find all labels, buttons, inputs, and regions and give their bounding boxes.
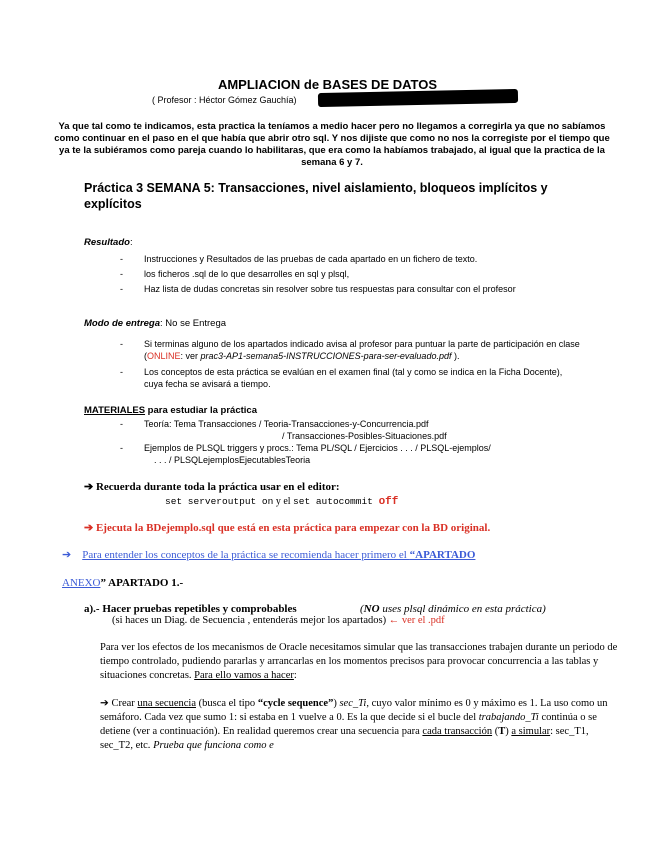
para2-a: Crear (111, 698, 138, 709)
material-examples-line1: Ejemplos de PLSQL triggers y procs.: Tema PL/SQL / Ejercicios . . . / PLSQL-ejemplos/ (144, 443, 491, 453)
entrega-colon: : (160, 318, 163, 329)
entrega-item1-ver: : ver (180, 351, 201, 361)
para2-it1: sec_Ti (339, 698, 367, 709)
list-item (120, 338, 580, 362)
entender-link-bold[interactable]: “APARTADO (409, 549, 476, 561)
para2-bold2: T (498, 726, 506, 737)
para2-u3: a simular (511, 726, 551, 737)
document-title: AMPLIACION de BASES DE DATOS (217, 77, 438, 92)
para2-it2: trabajando_Ti (478, 712, 539, 723)
arrow-icon: ➔ (62, 549, 72, 561)
anexo-link[interactable]: ANEXO (62, 577, 101, 589)
serveroutput-y: y el (273, 496, 294, 507)
material-examples-line2: . . . / PLSQLejemplosEjecutablesTeoria (154, 455, 311, 465)
materiales-list (120, 418, 600, 466)
list-item: - Los conceptos de esta práctica se evalúan en el examen final (tal y como se indica en la Ficha Docente), cuya fecha se avisará a tiempo. (120, 366, 580, 390)
para2-it3: Prueba que funciona como e (153, 740, 274, 751)
materiales-heading (84, 405, 257, 416)
entrega-line (84, 318, 226, 329)
para2-u2: cada transacción (422, 726, 493, 737)
resultado-colon: : (129, 237, 133, 248)
note-no: NO (363, 603, 380, 615)
list-item: - Haz lista de dudas concretas sin resolver sobre tus respuestas para consultar con el profesor (120, 283, 580, 295)
para2-g: ) (505, 726, 512, 737)
anexo-rest: ” APARTADO 1.- (100, 577, 184, 589)
autocommit-off: off (378, 496, 399, 508)
list-item: - Instrucciones y Resultados de las pruebas de cada apartado en un fichero de texto. (120, 253, 580, 265)
ver-pdf-note: ← ver el .pdf (388, 615, 445, 626)
entrega-value: No se Entrega (162, 318, 227, 329)
para2-b: (busca el tipo (195, 698, 258, 709)
para2-h: : sec_T1, sec_T2, etc. (100, 726, 589, 751)
online-tag: ONLINE (147, 351, 181, 361)
note-rest: uses plsql dinámico en esta práctica) (379, 603, 546, 615)
para1-underlined: Para ello vamos a hacer (194, 670, 294, 681)
para1-end: : (293, 670, 297, 681)
resultado-label: Resultado (84, 237, 130, 248)
ejecuta-line: ➔ Ejecuta la BDejemplo.sql que está en esta práctica para empezar con la BD original. (84, 522, 491, 534)
entrega-item1-text: Si terminas alguno de los apartados indicado avisa al profesor para puntuar la parte de participación en clase ( (144, 339, 580, 361)
para2-bold1: “cycle sequence” (257, 698, 334, 709)
para2-f: ( (492, 726, 499, 737)
section-a-subline (112, 615, 445, 626)
list-item (120, 442, 600, 466)
para2-c: ) (333, 698, 340, 709)
paragraph-mechanisms (100, 641, 620, 683)
resultado-heading (84, 232, 133, 250)
material-theory-line2: / Transacciones-Posibles-Situaciones.pdf (282, 431, 447, 441)
section-a-note (360, 603, 546, 615)
entrega-list (120, 338, 580, 394)
entrega-label: Modo de entrega (84, 318, 161, 329)
serveroutput-line (165, 496, 398, 508)
para2-d: , cuyo valor mínimo es 0 y máximo es 1. La uso como un semáforo. Cada vez que sumo 1: si estaba en 1 vuelve a 0. Es la que decide si el bucle del (100, 698, 608, 723)
material-theory-line1: Teoría: Tema Transacciones / Teoria-Transacciones-y-Concurrencia.pdf (144, 419, 429, 429)
serveroutput-cmd: set serveroutput on (165, 496, 274, 507)
paragraph-sequence (100, 697, 620, 753)
entender-link-text[interactable]: Para entender los conceptos de la práctica se recomienda hacer primero el (82, 549, 410, 561)
para1-text: Para ver los efectos de los mecanismos de Oracle necesitamos simular que las transacciones trabajen durante un periodo de tiempo controlado, pudiendo pararlas y arrancarlas en los momentos precisos para provocar concurrencia a las tablas y situaciones concretas. (100, 642, 618, 681)
para2-e: continúa o se detiene (ver a continuación). En realidad queremos crear una secuencia para (100, 712, 597, 737)
section-a-title: a).- Hacer pruebas repetibles y comprobables (84, 603, 297, 615)
anexo-heading (62, 577, 183, 589)
note-open: ( (360, 603, 364, 615)
arrow-icon: ➔ (100, 698, 112, 709)
materiales-label: MATERIALES (84, 405, 146, 416)
materiales-rest: para estudiar la práctica (145, 405, 257, 416)
entender-link-line[interactable] (62, 548, 475, 561)
section-a-heading (84, 603, 546, 615)
redaction-bar (318, 89, 518, 107)
entrega-item1-end: ). (451, 351, 460, 361)
practice-title: Práctica 3 SEMANA 5: Transacciones, nivel aislamiento, bloqueos implícitos y explícitos (84, 181, 548, 211)
resultado-list (120, 253, 580, 298)
intro-paragraph: Ya que tal como te indicamos, esta practica la teníamos a medio hacer pero no llegamos a corregirla ya que no sabíamos como continuar en el paso en el que había que abrir otro sql. Y nos dijiste que como no nos la corregiste por el tiempo que ya te la subiéramos como pareja cuando lo habilitaras, que era como la habíamos trabajado, al igual que la practica de la semana 6 y 7. (54, 121, 610, 168)
instructions-file-name: prac3-AP1-semana5-INSTRUCCIONES-para-ser-evaluado.pdf (200, 351, 452, 361)
list-item: - los ficheros .sql de lo que desarrolles en sql y plsql, (120, 268, 580, 280)
section-a-sub: (si haces un Diag. de Secuencia , entenderás mejor los apartados) (112, 615, 389, 626)
list-item (120, 418, 600, 442)
autocommit-cmd: set autocommit (293, 496, 379, 507)
recuerda-line: ➔ Recuerda durante toda la práctica usar en el editor: (84, 481, 340, 493)
professor-line: ( Profesor : Héctor Gómez Gauchía) (152, 95, 297, 105)
para2-u1: una secuencia (137, 698, 196, 709)
